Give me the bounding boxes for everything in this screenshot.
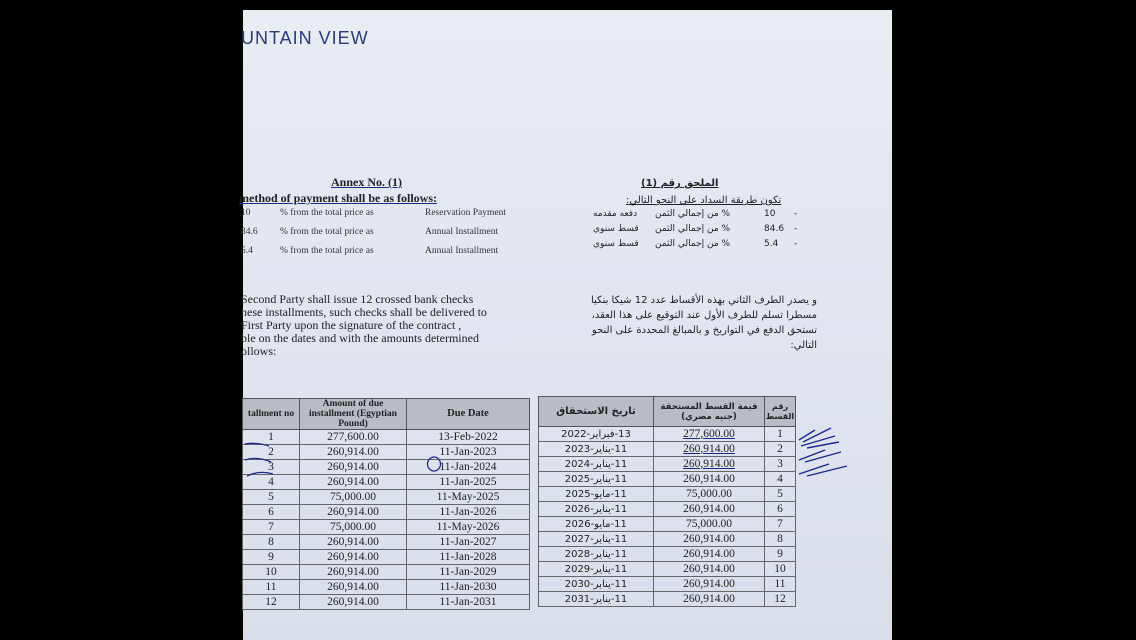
annex-en-row-3-type: Annual Installment — [425, 246, 499, 256]
cell-amount-ar: 260,914.00 — [654, 502, 765, 517]
company-logo: UNTAIN VIEW — [241, 28, 369, 48]
annex-en-row-1-value: 10 — [241, 208, 251, 218]
document-page — [239, 10, 892, 640]
cell-installment-no: 9 — [243, 550, 300, 565]
cell-installment-no: 10 — [243, 565, 300, 580]
paragraph-ar: و يصدر الطرف الثاني بهذه الأقساط عدد 12 شيكا بنكيا مسطرا تسلم للطرف الأول عند التوقيع على هذا العقد، تستحق الدفع في التواريخ و بالمبالغ المحددة على النحو التالي: — [590, 295, 817, 351]
header-installment-no: tallment no — [243, 399, 300, 430]
cell-due-date-ar: 11-يناير-2030 — [539, 577, 654, 592]
cell-installment-no: 3 — [243, 460, 300, 475]
cell-due-date: 11-May-2025 — [407, 490, 530, 505]
cell-installment-no: 8 — [243, 535, 300, 550]
table-row — [539, 577, 796, 592]
header-installment-no-ar: رقم القسط — [765, 397, 796, 427]
header-due-date-ar: تاريخ الاستحقاق — [539, 397, 654, 427]
annex-en-row-3-desc: % from the total price as — [280, 246, 374, 256]
cell-amount-ar: 260,914.00 — [654, 472, 765, 487]
installments-table-en — [242, 398, 530, 610]
cell-installment-no-ar: 1 — [765, 427, 796, 442]
cell-installment-no-ar: 7 — [765, 517, 796, 532]
annex-ar-row-1-dash: - — [794, 209, 798, 219]
cell-due-date-ar: 13-فبراير-2022 — [539, 427, 654, 442]
table-row — [243, 460, 530, 475]
table-row — [539, 487, 796, 502]
cell-due-date-ar: 11-يناير-2027 — [539, 532, 654, 547]
cell-due-date: 11-Jan-2026 — [407, 505, 530, 520]
cell-installment-no-ar: 6 — [765, 502, 796, 517]
cell-amount-ar: 277,600.00 — [654, 427, 765, 442]
table-row — [539, 592, 796, 607]
cell-amount-ar: 260,914.00 — [654, 577, 765, 592]
annex-title-en: Annex No. (1) — [331, 175, 402, 189]
cell-amount: 260,914.00 — [300, 445, 407, 460]
cell-due-date: 11-Jan-2023 — [407, 445, 530, 460]
cell-amount: 260,914.00 — [300, 595, 407, 610]
table-row — [539, 502, 796, 517]
cell-due-date: 11-Jan-2031 — [407, 595, 530, 610]
ink-circle-mark — [426, 456, 442, 472]
cell-installment-no-ar: 9 — [765, 547, 796, 562]
cell-amount: 260,914.00 — [300, 550, 407, 565]
cell-amount-ar: 260,914.00 — [654, 562, 765, 577]
cell-amount: 260,914.00 — [300, 535, 407, 550]
cell-amount: 260,914.00 — [300, 565, 407, 580]
annex-ar-row-3-dash: - — [794, 239, 798, 249]
cell-due-date-ar: 11-مايو-2025 — [539, 487, 654, 502]
cell-installment-no: 6 — [243, 505, 300, 520]
cell-amount: 260,914.00 — [300, 505, 407, 520]
annex-ar-row-3-desc: % من إجمالي الثمن — [655, 239, 731, 249]
table-row — [243, 565, 530, 580]
cell-installment-no-ar: 12 — [765, 592, 796, 607]
table-row — [243, 595, 530, 610]
header-due-date: Due Date — [407, 399, 530, 430]
annex-ar-row-1-type: دفعه مقدمه — [593, 209, 638, 219]
table-row — [539, 517, 796, 532]
annex-ar-row-2-dash: - — [794, 224, 798, 234]
annex-title-ar: الملحق رقم (1) — [641, 178, 719, 189]
annex-en-row-2-type: Annual Installment — [425, 227, 499, 237]
cell-due-date-ar: 11-يناير-2024 — [539, 457, 654, 472]
annex-subtitle-ar: تكون طريقة السداد على النحو التالي: — [626, 195, 782, 206]
cell-amount: 260,914.00 — [300, 460, 407, 475]
cell-installment-no: 4 — [243, 475, 300, 490]
annex-ar-row-1-value: 10 — [764, 209, 776, 219]
annex-ar-row-2-desc: % من إجمالي الثمن — [655, 224, 731, 234]
cell-amount-ar: 75,000.00 — [654, 487, 765, 502]
annex-ar-row-3-type: قسط سنوي — [593, 239, 639, 249]
cell-due-date-ar: 11-يناير-2023 — [539, 442, 654, 457]
annex-en-row-2-value: 84.6 — [241, 227, 258, 237]
cell-amount-ar: 260,914.00 — [654, 592, 765, 607]
cell-due-date-ar: 11-يناير-2028 — [539, 547, 654, 562]
cell-installment-no-ar: 2 — [765, 442, 796, 457]
cell-due-date: 11-Jan-2027 — [407, 535, 530, 550]
table-row — [243, 535, 530, 550]
cell-due-date: 13-Feb-2022 — [407, 430, 530, 445]
cell-installment-no-ar: 11 — [765, 577, 796, 592]
cell-installment-no: 12 — [243, 595, 300, 610]
header-amount: Amount of due installment (Egyptian Pound) — [300, 399, 407, 430]
cell-due-date-ar: 11-يناير-2029 — [539, 562, 654, 577]
cell-due-date: 11-Jan-2024 — [407, 460, 530, 475]
cell-due-date: 11-Jan-2028 — [407, 550, 530, 565]
cell-due-date-ar: 11-يناير-2031 — [539, 592, 654, 607]
table-row — [243, 550, 530, 565]
cell-installment-no: 5 — [243, 490, 300, 505]
table-row — [243, 490, 530, 505]
cell-amount: 75,000.00 — [300, 490, 407, 505]
cell-amount-ar: 260,914.00 — [654, 457, 765, 472]
cell-amount-ar: 260,914.00 — [654, 547, 765, 562]
table-row — [243, 445, 530, 460]
cell-due-date: 11-Jan-2030 — [407, 580, 530, 595]
annex-ar-row-2-type: قسط سنوي — [593, 224, 639, 234]
table-row — [539, 472, 796, 487]
cell-installment-no-ar: 3 — [765, 457, 796, 472]
cell-amount: 260,914.00 — [300, 580, 407, 595]
table-row — [539, 562, 796, 577]
table-row — [243, 505, 530, 520]
cell-due-date: 11-May-2026 — [407, 520, 530, 535]
table-row — [539, 457, 796, 472]
table-row — [243, 520, 530, 535]
ink-tick-marks-left — [243, 430, 283, 480]
header-amount-ar: قيمة القسط المستحقة (جنيه مصري) — [654, 397, 765, 427]
ink-check-marks-right — [795, 424, 865, 480]
annex-ar-row-2-value: 84.6 — [764, 224, 785, 234]
table-row — [539, 532, 796, 547]
cell-due-date-ar: 11-مايو-2026 — [539, 517, 654, 532]
cell-due-date-ar: 11-يناير-2025 — [539, 472, 654, 487]
paragraph-en: Second Party shall issue 12 crossed bank checks hese installments, such checks shall be delivered to First Party upon the signature of the contract , ble on the dates and with the amounts determined ollows: — [241, 292, 487, 358]
cell-installment-no-ar: 10 — [765, 562, 796, 577]
cell-due-date: 11-Jan-2025 — [407, 475, 530, 490]
cell-due-date-ar: 11-يناير-2026 — [539, 502, 654, 517]
annex-subtitle-en: method of payment shall be as follows: — [239, 191, 438, 205]
cell-amount: 75,000.00 — [300, 520, 407, 535]
cell-installment-no-ar: 4 — [765, 472, 796, 487]
cell-installment-no: 1 — [243, 430, 300, 445]
cell-amount: 277,600.00 — [300, 430, 407, 445]
cell-installment-no: 11 — [243, 580, 300, 595]
cell-due-date: 11-Jan-2029 — [407, 565, 530, 580]
cell-installment-no-ar: 8 — [765, 532, 796, 547]
cell-amount-ar: 260,914.00 — [654, 532, 765, 547]
cell-amount-ar: 75,000.00 — [654, 517, 765, 532]
annex-ar-row-3-value: 5.4 — [764, 239, 779, 249]
table-row — [539, 427, 796, 442]
cell-installment-no: 2 — [243, 445, 300, 460]
table-row — [243, 430, 530, 445]
annex-ar-row-1-desc: % من إجمالي الثمن — [655, 209, 731, 219]
annex-en-row-1-type: Reservation Payment — [425, 208, 506, 218]
installments-table-ar — [538, 396, 796, 607]
cell-amount: 260,914.00 — [300, 475, 407, 490]
cell-amount-ar: 260,914.00 — [654, 442, 765, 457]
table-row — [243, 475, 530, 490]
cell-installment-no-ar: 5 — [765, 487, 796, 502]
table-row — [539, 547, 796, 562]
annex-en-row-3-value: 5.4 — [241, 246, 253, 256]
table-row — [539, 442, 796, 457]
cell-installment-no: 7 — [243, 520, 300, 535]
table-row — [243, 580, 530, 595]
annex-en-row-1-desc: % from the total price as — [280, 208, 374, 218]
annex-en-row-2-desc: % from the total price as — [280, 227, 374, 237]
